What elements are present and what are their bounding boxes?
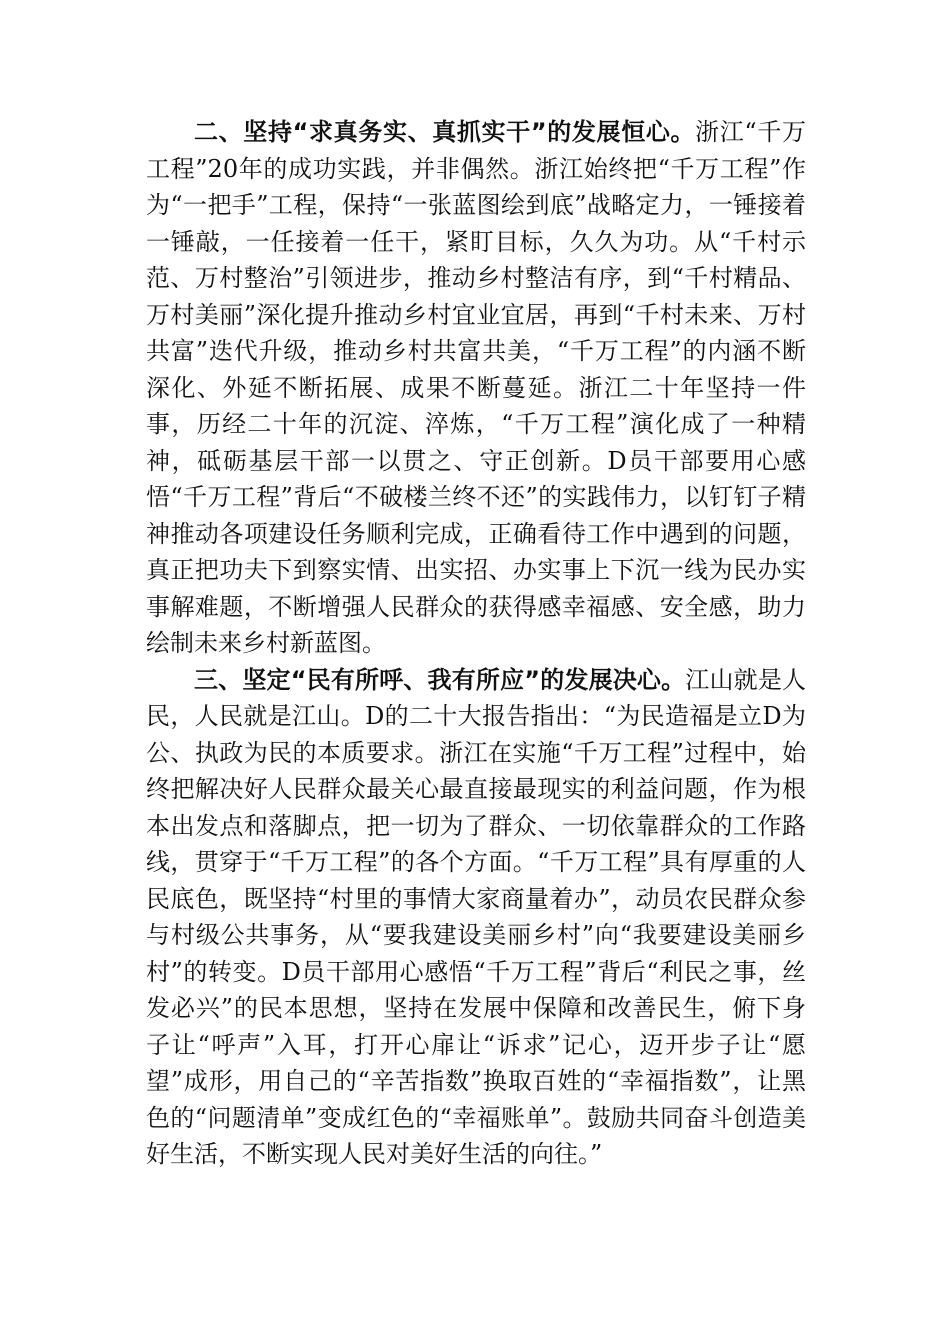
section-heading: 二、坚持“求真务实、真抓实干”的发展恒心。 xyxy=(194,118,696,146)
paragraph-text: 浙江“千万工程”20年的成功实践，并非偶然。浙江始终把“千万工程”作为“一把手”工程，保持“一张蓝图绘到底”战略定力，一锤接着一锤敲，一任接着一任干，紧盯目标，久久为功。从“千村示范、万村整治”引领进步，推动乡村整洁有序，到“千村精品、万村美丽”深化提升推动乡村宜业宜居，再到“千村未来、万村共富”迭代升级，推动乡村共富共美，“千万工程”的内涵不断深化、外延不断拓展、成果不断蔓延。浙江二十年坚持一件事，历经二十年的沉淀、淬炼，“千万工程”演化成了一种精神，砥砺基层干部一以贯之、守正创新。D员干部要用心感悟“千万工程”背后“不破楼兰终不还”的实践伟力，以钉钉子精神推动各项建设任务顺利完成，正确看待工作中遇到的问题，真正把功夫下到察实情、出实招、办实事上下沉一线为民办实事解难题，不断增强人民群众的获得感幸福感、安全感，助力绘制未来乡村新蓝图。 xyxy=(146,118,806,657)
document-body xyxy=(146,114,806,1173)
paragraph-text: 江山就是人民，人民就是江山。D的二十大报告指出：“为民造福是立D为公、执政为民的本质要求。浙江在实施“千万工程”过程中，始终把解决好人民群众最关心最直接最现实的利益问题，作为根本出发点和落脚点，把一切为了群众、一切依靠群众的工作路线，贯穿于“千万工程”的各个方面。“千万工程”具有厚重的人民底色，既坚持“村里的事情大家商量着办”，动员农民群众参与村级公共事务，从“要我建设美丽乡村”向“我要建设美丽乡村”的转变。D员干部用心感悟“千万工程”背后“利民之事，丝发必兴”的民本思想，坚持在发展中保障和改善民生，俯下身子让“呼声”入耳，打开心扉让“诉求”记心，迈开步子让“愿望”成形，用自己的“辛苦指数”换取百姓的“幸福指数”，让黑色的“问题清单”变成红色的“幸福账单”。鼓励共同奋斗创造美好生活，不断实现人民对美好生活的向往。” xyxy=(146,665,807,1168)
section-heading: 三、坚定“民有所呼、我有所应”的发展决心。 xyxy=(194,665,686,694)
paragraph-section-3 xyxy=(146,662,806,1173)
paragraph-section-2 xyxy=(146,114,806,662)
